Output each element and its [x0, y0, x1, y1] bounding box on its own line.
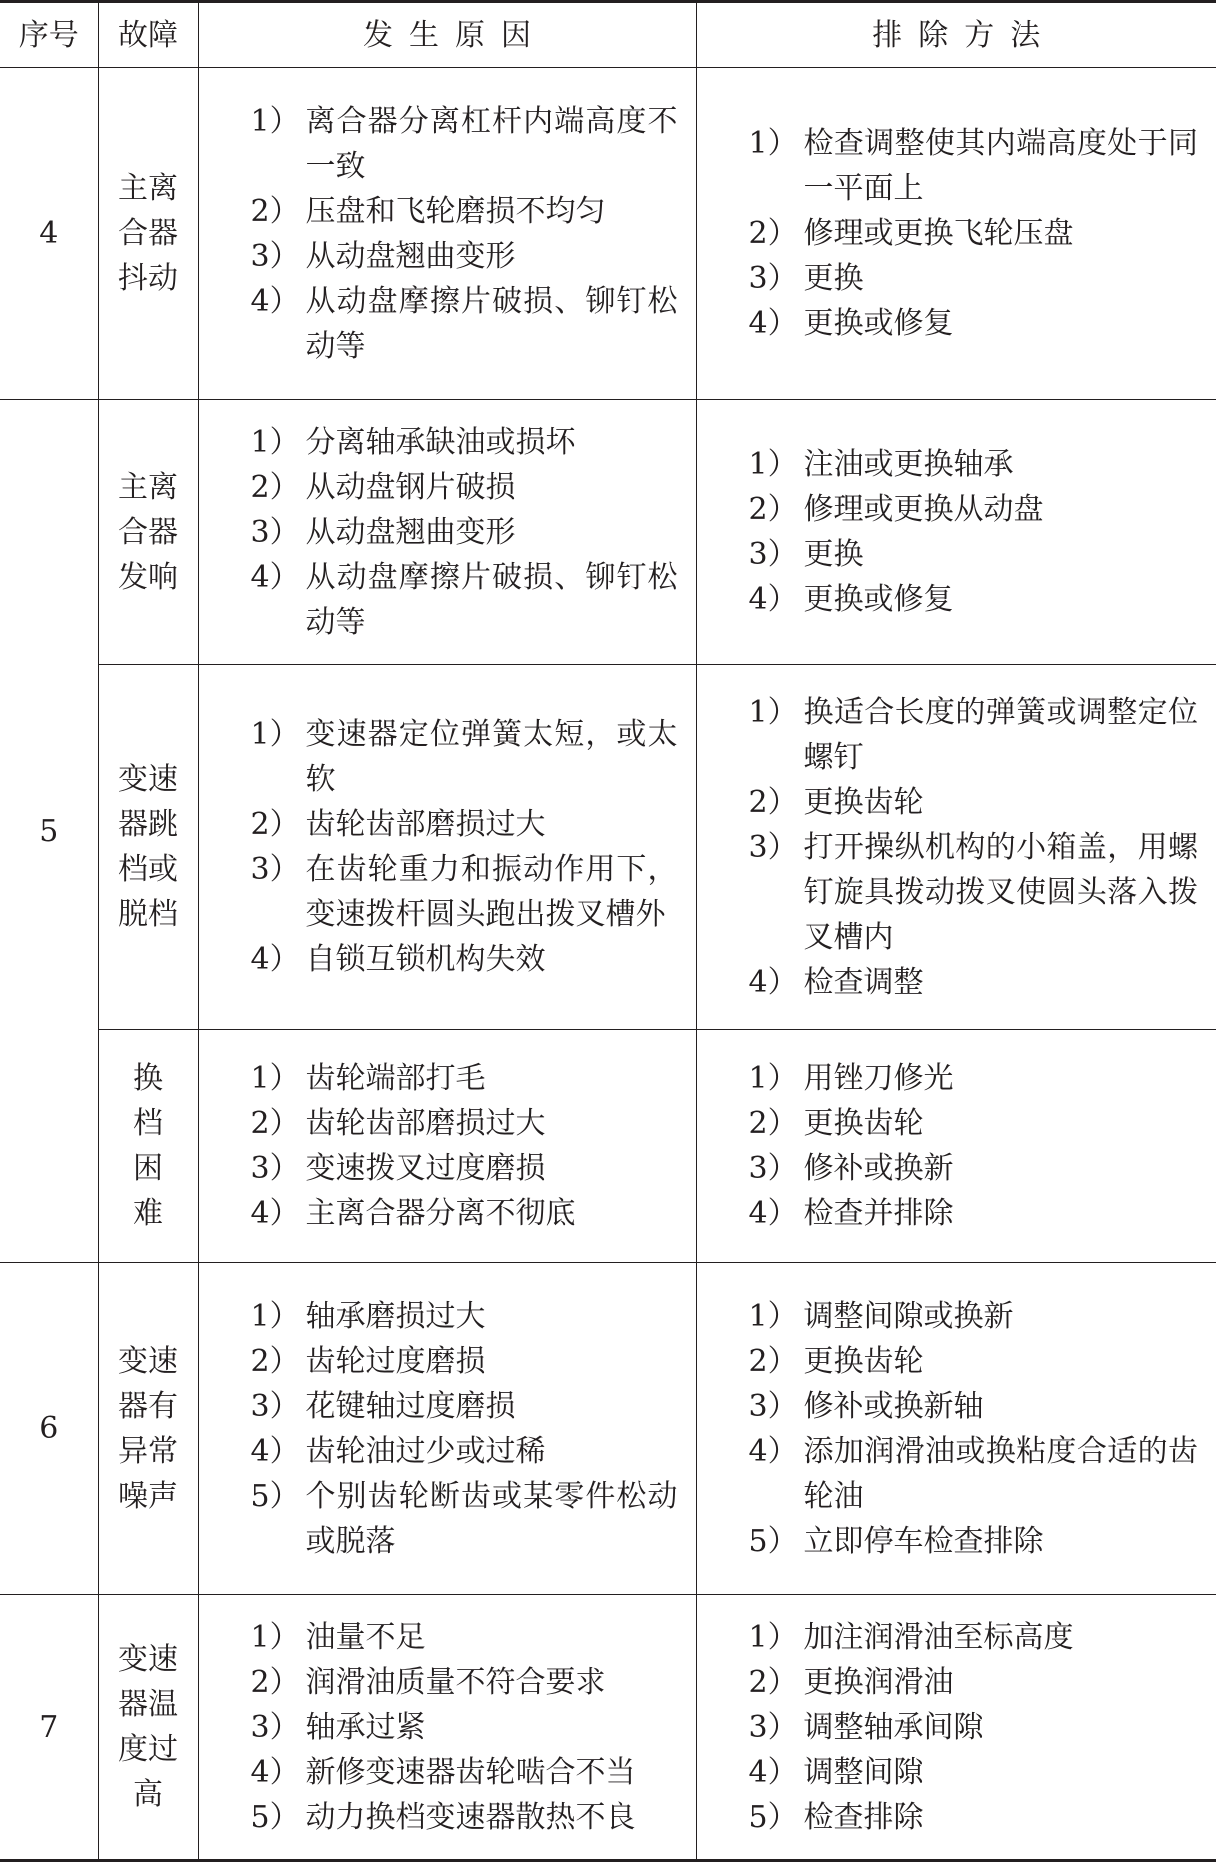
- fault-label: 变速器温度过高: [116, 1637, 180, 1817]
- item-text: 齿轮齿部磨损过大: [306, 807, 546, 842]
- item-number: 2）: [251, 802, 300, 847]
- cause-cell: [198, 1263, 696, 1595]
- item-text: 花键轴过度磨损: [306, 1389, 516, 1424]
- item-number: 1）: [749, 442, 798, 487]
- cause-list: [199, 1056, 696, 1236]
- fault-label: 变速器跳档或脱档: [116, 757, 180, 937]
- header-remedy: 排除方法: [696, 2, 1216, 68]
- item-number: 5）: [749, 1795, 798, 1840]
- list-item: [251, 189, 678, 234]
- cause-list: [199, 420, 696, 645]
- item-number: 4）: [749, 301, 798, 346]
- table-row: [0, 400, 1216, 665]
- item-text: 调整轴承间隙: [804, 1710, 984, 1745]
- remedy-cell: [696, 1263, 1216, 1595]
- item-text: 修理或更换从动盘: [804, 492, 1044, 527]
- remedy-list: [697, 442, 1216, 622]
- item-number: 1）: [251, 712, 300, 757]
- remedy-cell: [696, 1030, 1216, 1263]
- cause-list: [199, 1615, 696, 1840]
- item-text: 轴承过紧: [306, 1710, 426, 1745]
- table-row: [0, 1595, 1216, 1861]
- item-number: 2）: [251, 189, 300, 234]
- item-number: 4）: [749, 1750, 798, 1795]
- list-item: [749, 1146, 1199, 1191]
- item-text: 用锉刀修光: [804, 1061, 954, 1096]
- list-item: [251, 1429, 678, 1474]
- list-item: [251, 1056, 678, 1101]
- remedy-list: [697, 690, 1216, 1005]
- list-item: [749, 780, 1199, 825]
- list-item: [749, 532, 1199, 577]
- cause-cell: [198, 68, 696, 400]
- item-text: 个别齿轮断齿或某零件松动或脱落: [306, 1479, 678, 1559]
- row-fault: [98, 665, 198, 1030]
- item-text: 润滑油质量不符合要求: [306, 1665, 606, 1700]
- item-number: 1）: [749, 1056, 798, 1101]
- item-text: 检查并排除: [804, 1196, 954, 1231]
- item-text: 更换齿轮: [804, 1344, 924, 1379]
- item-text: 轴承磨损过大: [306, 1299, 486, 1334]
- item-number: 2）: [749, 1339, 798, 1384]
- item-number: 5）: [749, 1519, 798, 1564]
- item-number: 3）: [749, 1705, 798, 1750]
- item-number: 4）: [749, 1429, 798, 1474]
- item-number: 1）: [251, 1056, 300, 1101]
- item-text: 检查调整: [804, 965, 924, 1000]
- item-number: 4）: [749, 960, 798, 1005]
- item-number: 1）: [749, 690, 798, 735]
- cause-cell: [198, 1595, 696, 1861]
- item-number: 2）: [251, 1101, 300, 1146]
- item-text: 立即停车检查排除: [804, 1524, 1044, 1559]
- table-row: [0, 1030, 1216, 1263]
- item-number: 1）: [251, 1294, 300, 1339]
- header-fault: 故障: [98, 2, 198, 68]
- cause-cell: [198, 665, 696, 1030]
- list-item: [749, 1519, 1199, 1564]
- remedy-list: [697, 1294, 1216, 1564]
- list-item: [749, 1101, 1199, 1146]
- cause-cell: [198, 400, 696, 665]
- item-text: 齿轮油过少或过稀: [306, 1434, 546, 1469]
- item-text: 打开操纵机构的小箱盖，用螺钉旋具拨动拨叉使圆头落入拨叉槽内: [804, 830, 1199, 955]
- row-fault: [98, 400, 198, 665]
- item-text: 油量不足: [306, 1620, 426, 1655]
- item-number: 4）: [749, 577, 798, 622]
- item-text: 加注润滑油至标高度: [804, 1620, 1074, 1655]
- item-text: 更换: [804, 537, 864, 572]
- item-text: 更换润滑油: [804, 1665, 954, 1700]
- list-item: [749, 825, 1199, 960]
- list-item: [251, 712, 678, 802]
- item-number: 2）: [251, 465, 300, 510]
- item-number: 3）: [749, 256, 798, 301]
- list-item: [749, 121, 1199, 211]
- item-text: 检查排除: [804, 1800, 924, 1835]
- item-text: 从动盘摩擦片破损、铆钉松动等: [306, 560, 678, 640]
- header-row: [0, 2, 1216, 68]
- item-number: 2）: [749, 211, 798, 256]
- item-number: 2）: [749, 1101, 798, 1146]
- list-item: [251, 1705, 678, 1750]
- item-number: 4）: [251, 1191, 300, 1236]
- list-item: [749, 256, 1199, 301]
- fault-label: 主离合器抖动: [116, 166, 180, 301]
- item-number: 1）: [749, 1615, 798, 1660]
- item-text: 齿轮过度磨损: [306, 1344, 486, 1379]
- list-item: [749, 1191, 1199, 1236]
- row-fault: [98, 68, 198, 400]
- list-item: [749, 1705, 1199, 1750]
- cause-list: [199, 1294, 696, 1564]
- item-text: 分离轴承缺油或损坏: [306, 425, 576, 460]
- list-item: [749, 1294, 1199, 1339]
- list-item: [251, 1339, 678, 1384]
- item-number: 3）: [251, 234, 300, 279]
- item-text: 自锁互锁机构失效: [306, 942, 546, 977]
- list-item: [251, 1660, 678, 1705]
- item-number: 3）: [251, 847, 300, 892]
- cause-list: [199, 712, 696, 982]
- item-text: 齿轮端部打毛: [306, 1061, 486, 1096]
- item-number: 3）: [749, 532, 798, 577]
- item-number: 2）: [749, 487, 798, 532]
- item-text: 从动盘翘曲变形: [306, 239, 516, 274]
- table-row: [0, 1263, 1216, 1595]
- item-number: 3）: [749, 825, 798, 870]
- header-seq: 序号: [0, 2, 98, 68]
- list-item: [251, 420, 678, 465]
- fault-label: 主离合器发响: [116, 465, 180, 600]
- item-text: 注油或更换轴承: [804, 447, 1014, 482]
- row-fault: [98, 1030, 198, 1263]
- item-text: 变速拨叉过度磨损: [306, 1151, 546, 1186]
- list-item: [749, 301, 1199, 346]
- list-item: [749, 1429, 1199, 1519]
- fault-label: 换档困难: [131, 1056, 165, 1236]
- item-text: 检查调整使其内端高度处于同一平面上: [804, 126, 1199, 206]
- list-item: [251, 1146, 678, 1191]
- item-text: 添加润滑油或换粘度合适的齿轮油: [804, 1434, 1199, 1514]
- item-number: 3）: [251, 1705, 300, 1750]
- item-number: 2）: [749, 780, 798, 825]
- item-number: 4）: [251, 937, 300, 982]
- list-item: [749, 442, 1199, 487]
- list-item: [749, 487, 1199, 532]
- list-item: [251, 1191, 678, 1236]
- item-number: 3）: [749, 1384, 798, 1429]
- item-text: 新修变速器齿轮啮合不当: [306, 1755, 636, 1790]
- row-seq: 6: [0, 1263, 98, 1595]
- list-item: [251, 1101, 678, 1146]
- list-item: [749, 1795, 1199, 1840]
- item-number: 4）: [251, 1429, 300, 1474]
- item-text: 在齿轮重力和振动作用下，变速拨杆圆头跑出拨叉槽外: [306, 852, 678, 932]
- item-number: 3）: [251, 510, 300, 555]
- header-cause: 发生原因: [198, 2, 696, 68]
- list-item: [251, 234, 678, 279]
- item-text: 从动盘钢片破损: [306, 470, 516, 505]
- list-item: [749, 1056, 1199, 1101]
- table-row: [0, 665, 1216, 1030]
- list-item: [749, 1660, 1199, 1705]
- item-number: 3）: [749, 1146, 798, 1191]
- remedy-cell: [696, 400, 1216, 665]
- list-item: [749, 690, 1199, 780]
- row-seq: 5: [0, 400, 98, 1263]
- item-number: 3）: [251, 1384, 300, 1429]
- item-text: 齿轮齿部磨损过大: [306, 1106, 546, 1141]
- remedy-list: [697, 121, 1216, 346]
- list-item: [749, 1339, 1199, 1384]
- item-text: 更换齿轮: [804, 785, 924, 820]
- list-item: [749, 1750, 1199, 1795]
- item-text: 从动盘翘曲变形: [306, 515, 516, 550]
- item-number: 2）: [749, 1660, 798, 1705]
- remedy-list: [697, 1056, 1216, 1236]
- list-item: [749, 1384, 1199, 1429]
- list-item: [749, 211, 1199, 256]
- list-item: [251, 1384, 678, 1429]
- list-item: [251, 465, 678, 510]
- list-item: [251, 802, 678, 847]
- item-text: 修理或更换飞轮压盘: [804, 216, 1074, 251]
- item-number: 1）: [251, 1615, 300, 1660]
- row-fault: [98, 1595, 198, 1861]
- remedy-list: [697, 1615, 1216, 1840]
- list-item: [251, 510, 678, 555]
- item-text: 动力换档变速器散热不良: [306, 1800, 636, 1835]
- item-text: 更换或修复: [804, 306, 954, 341]
- item-text: 换适合长度的弹簧或调整定位螺钉: [804, 695, 1199, 775]
- item-text: 离合器分离杠杆内端高度不一致: [306, 104, 678, 184]
- item-number: 3）: [251, 1146, 300, 1191]
- item-text: 调整间隙: [804, 1755, 924, 1790]
- row-seq: 4: [0, 68, 98, 400]
- list-item: [251, 1294, 678, 1339]
- list-item: [251, 847, 678, 937]
- item-text: 主离合器分离不彻底: [306, 1196, 576, 1231]
- item-text: 调整间隙或换新: [804, 1299, 1014, 1334]
- item-text: 更换齿轮: [804, 1106, 924, 1141]
- item-text: 更换或修复: [804, 582, 954, 617]
- item-text: 压盘和飞轮磨损不均匀: [306, 194, 606, 229]
- list-item: [749, 1615, 1199, 1660]
- row-seq: 7: [0, 1595, 98, 1861]
- item-text: 变速器定位弹簧太短，或太软: [306, 717, 678, 797]
- item-number: 4）: [251, 1750, 300, 1795]
- item-text: 更换: [804, 261, 864, 296]
- list-item: [251, 1750, 678, 1795]
- item-text: 修补或换新: [804, 1151, 954, 1186]
- remedy-cell: [696, 68, 1216, 400]
- item-number: 5）: [251, 1795, 300, 1840]
- row-fault: [98, 1263, 198, 1595]
- list-item: [749, 577, 1199, 622]
- list-item: [251, 99, 678, 189]
- cause-cell: [198, 1030, 696, 1263]
- fault-label: 变速器有异常噪声: [116, 1339, 180, 1519]
- item-number: 5）: [251, 1474, 300, 1519]
- item-text: 从动盘摩擦片破损、铆钉松动等: [306, 284, 678, 364]
- item-number: 2）: [251, 1660, 300, 1705]
- item-number: 4）: [251, 555, 300, 600]
- cause-list: [199, 99, 696, 369]
- list-item: [251, 1795, 678, 1840]
- list-item: [251, 1474, 678, 1564]
- item-number: 1）: [251, 99, 300, 144]
- list-item: [251, 1615, 678, 1660]
- remedy-cell: [696, 665, 1216, 1030]
- list-item: [749, 960, 1199, 1005]
- table-row: [0, 68, 1216, 400]
- remedy-cell: [696, 1595, 1216, 1861]
- item-number: 2）: [251, 1339, 300, 1384]
- item-number: 4）: [251, 279, 300, 324]
- item-number: 1）: [749, 121, 798, 166]
- list-item: [251, 937, 678, 982]
- item-number: 1）: [749, 1294, 798, 1339]
- item-number: 1）: [251, 420, 300, 465]
- list-item: [251, 555, 678, 645]
- item-number: 4）: [749, 1191, 798, 1236]
- list-item: [251, 279, 678, 369]
- item-text: 修补或换新轴: [804, 1389, 984, 1424]
